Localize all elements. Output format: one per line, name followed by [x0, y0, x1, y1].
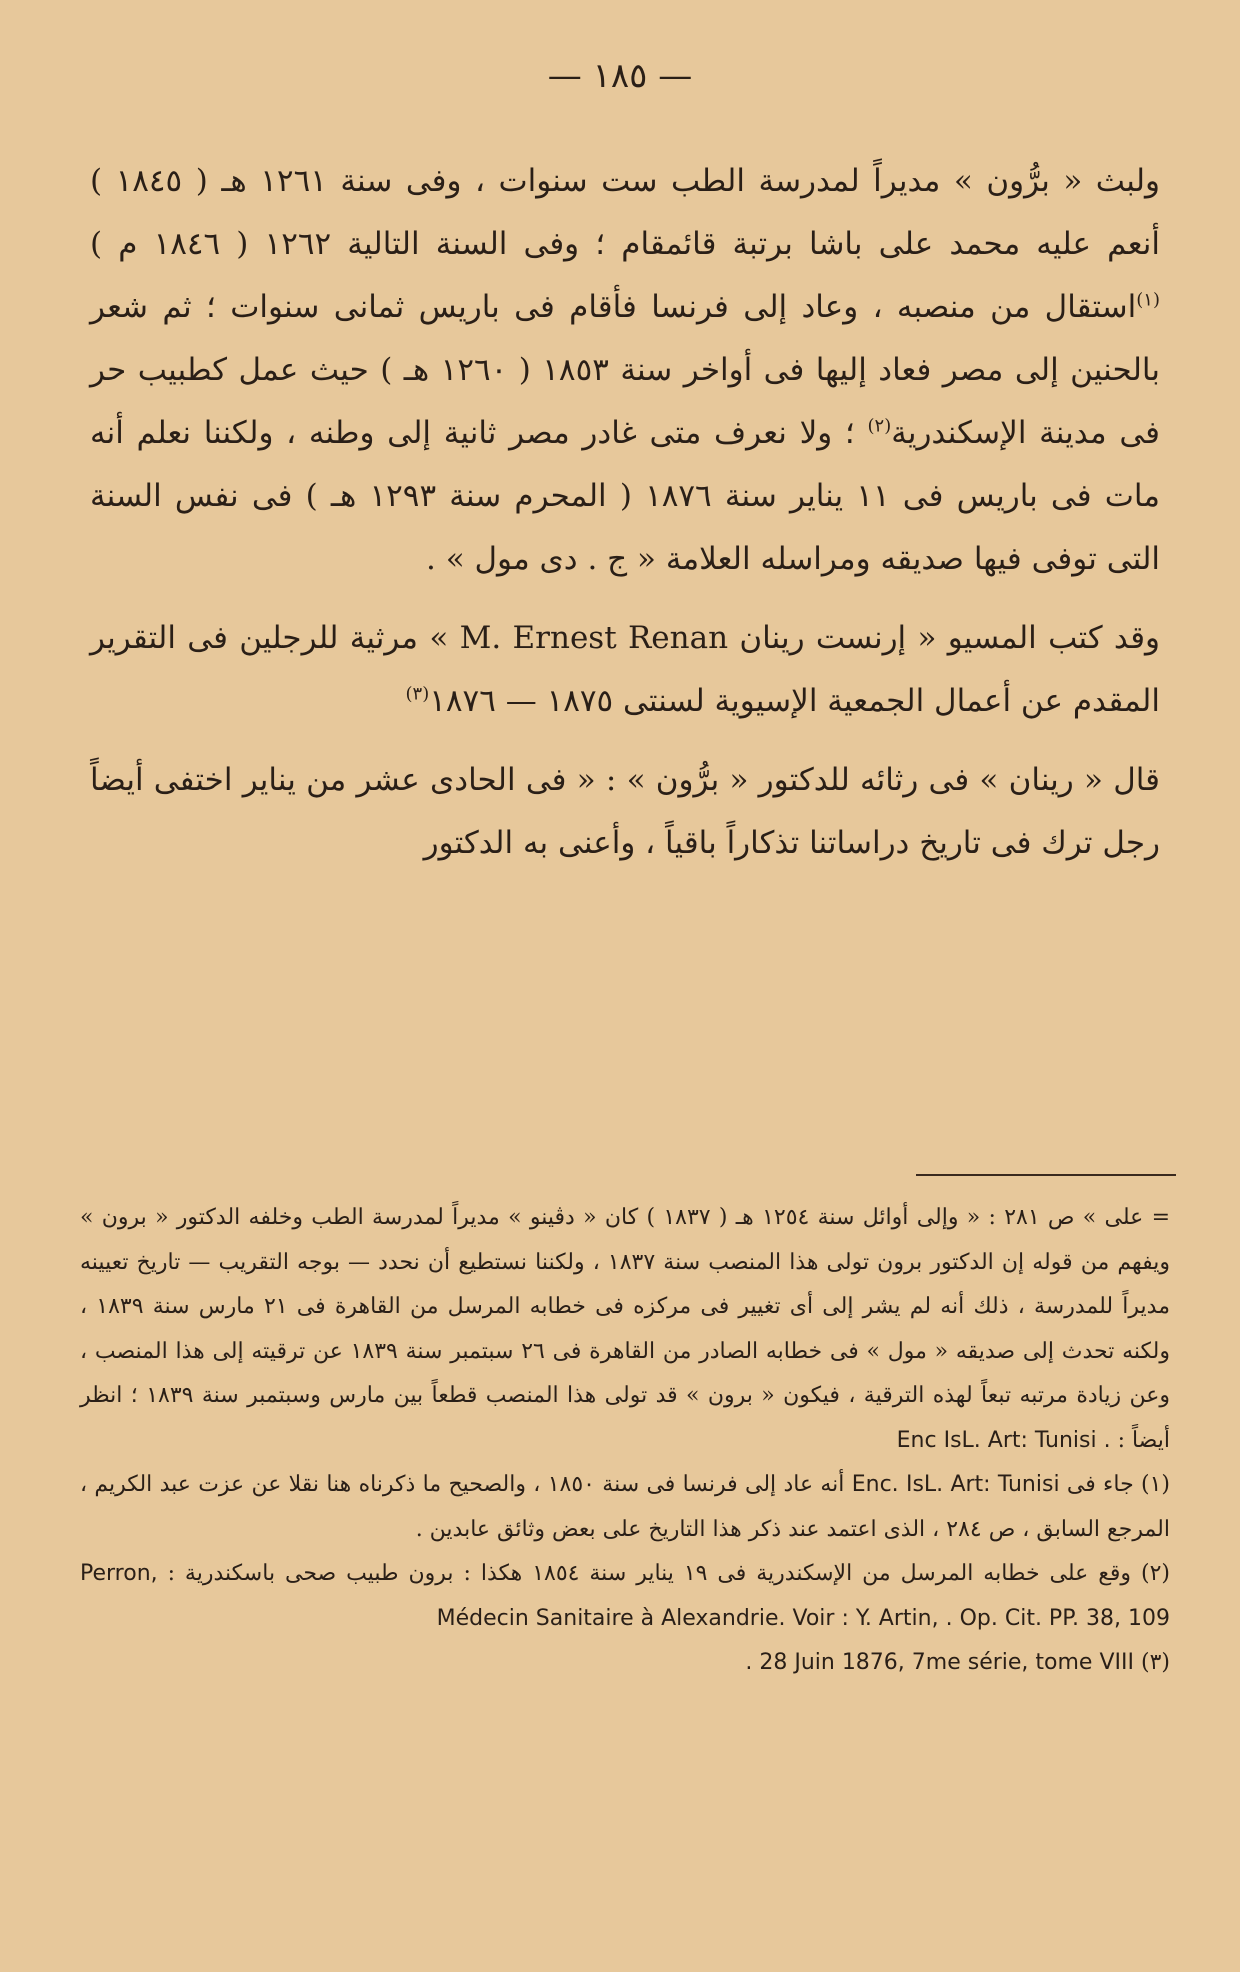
text-line: فى التقرير المقدم عن أعمال الجمعية الإسيوية لسنتى ١٨٧٥ — ١٨٧٦ [90, 620, 1160, 719]
text-line: قال « رينان » فى رثائه للدكتور « برُّون » : « فى الحادى عشر من يناير [242, 762, 1160, 798]
text-line: ( ١٨٤٥ ) أنعم عليه محمد على باشا برتبة قائمقام ؛ وفى السنة التالية ١٢٦٢ [90, 163, 1160, 262]
footnote-ref-2: (٢) [867, 415, 892, 437]
footnote-latin: . 28 Juin 1876, 7me série, tome VIII [745, 1650, 1134, 1675]
footnote-ref-1: (١) [1136, 289, 1160, 311]
footnote-number: (٣) [1140, 1650, 1170, 1675]
footnote-latin: Enc. IsL. Art: Tunisi [851, 1472, 1060, 1497]
text-line: حيث عمل كطبيب حر فى مدينة الإسكندرية [90, 352, 1160, 451]
footnote-ref-3: (٣) [405, 683, 430, 705]
footnotes [80, 1196, 1170, 1686]
footnote-line: هذا المنصب قطعاً بين مارس وسبتمبر سنة ١٨٣٩ ؛ انظر أيضاً : [80, 1383, 1170, 1453]
footnote-continuation [80, 1196, 1170, 1463]
footnote-line: ولكنه تحدث إلى صديقه « مول » فى خطابه الصادر من القاهرة فى ٢٦ سبتمبر سنة ١٨٣٩ [350, 1338, 1170, 1364]
footnote-divider [916, 1174, 1176, 1176]
footnote-latin: Enc IsL. Art: Tunisi . [896, 1427, 1111, 1453]
footnote-line: أنه عاد إلى فرنسا فى سنة ١٨٥٠ ، والصحيح [448, 1472, 852, 1497]
text-line: اختفى أيضاً رجل ترك فى تاريخ دراساتنا تذكاراً باقياً ، وأعنى به الدكتور [90, 762, 1160, 861]
text-line: استقال من منصبه ، وعاد إلى فرنسا فأقام فى باريس ثمانى [333, 289, 1137, 325]
main-text [90, 150, 1160, 875]
footnote-line: عن ترقيته إلى هذا المنصب ، وعن زيادة مرتبه تبعاً لهذه الترقية ، فيكون « برون » قد تولى [80, 1338, 1170, 1408]
text-line: ( ١٨٤٦ م ) [90, 226, 249, 262]
paragraph-2 [90, 607, 1160, 733]
footnote-line: (٢) وقع على خطابه المرسل من الإسكندرية فى ١٩ يناير سنة ١٨٥٤ هكذا : برون [408, 1561, 1170, 1586]
page-number: — ١٨٥ — [547, 56, 693, 96]
footnote-2 [80, 1552, 1170, 1641]
text-line: ( المحرم سنة ١٢٩٣ هـ ) فى نفس السنة التى توفى فيها صديقه ومراسله العلامة [90, 478, 1160, 577]
text-line: سنوات ؛ ثم شعر بالحنين إلى مصر فعاد إليها فى أواخر سنة ١٨٥٣ ( ١٢٦٠ هـ ) [90, 289, 1160, 388]
footnote-line: طبيب صحى باسكندرية : [157, 1561, 399, 1586]
footnote-latin: . Op. Cit. PP. 38, 109 [945, 1605, 1170, 1631]
footnote-line: (١) جاء فى [1059, 1472, 1170, 1497]
footnote-line: = على » ص ٢٨١ : « وإلى أوائل سنة ١٢٥٤ هـ ( ١٨٣٧ ) كان « دڤينو » مديراً لمدرسة الطب [311, 1205, 1171, 1230]
footnote-line: ولكننا نستطيع أن نحدد — بوجه التقريب — تاريخ تعيينه مديراً للمدرسة ، ذلك أنه لم [80, 1249, 1170, 1319]
paragraph-3 [90, 749, 1160, 875]
footnote-3 [80, 1641, 1170, 1686]
footnote-line: ما ذكرناه هنا نقلا عن عزت عبد الكريم ، المرجع السابق ، ص ٢٨٤ ، الذى اعتمد عند [80, 1472, 1170, 1542]
paragraph-1 [90, 150, 1160, 591]
footnote-1 [80, 1463, 1170, 1552]
text-line: وقد كتب المسيو « إرنست رينان M. Ernest Renan » مرثية للرجلين [239, 620, 1160, 656]
footnote-line: يشر إلى أى تغيير فى مركزه فى خطابه المرسل من القاهرة فى ٢١ مارس سنة ١٨٣٩ ، [80, 1294, 901, 1319]
text-line: ؛ ولا نعرف متى غادر مصر [509, 415, 868, 451]
footnote-latin: Perron, Médecin Sanitaire à Alexandrie. Voir : Y. Artin, [80, 1561, 939, 1631]
text-line: « ج . دى مول » . [426, 541, 656, 577]
text-line: ولبث « برُّون » مديراً لمدرسة الطب ست سنوات ، وفى سنة ١٢٦١ هـ [221, 163, 1161, 199]
footnote-line: وخلفه الدكتور « برون » ويفهم من قوله إن الدكتور برون تولى هذا المنصب سنة ١٨٣٧ ، [80, 1205, 1171, 1275]
text-line: ثانية إلى وطنه ، ولكننا نعلم أنه مات فى باريس فى ١١ يناير سنة ١٨٧٦ [90, 415, 1160, 514]
footnote-line: ذكر هذا التاريخ على بعض وثائق عابدين . [415, 1516, 782, 1542]
